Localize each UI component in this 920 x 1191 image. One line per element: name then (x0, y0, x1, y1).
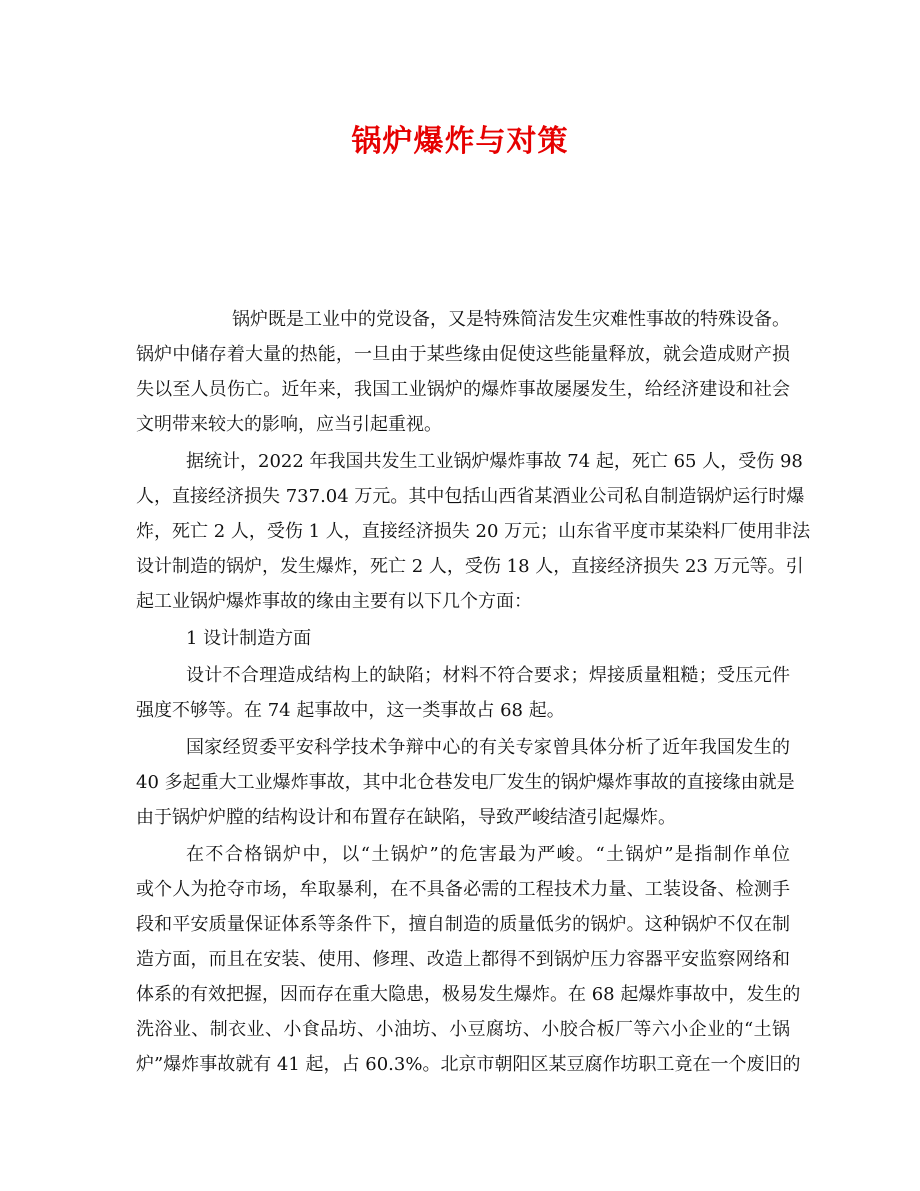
section-heading (136, 621, 790, 656)
paragraph-expert-analysis (136, 730, 795, 835)
paragraph-intro (136, 302, 790, 442)
paragraph-design-defects (136, 658, 790, 728)
text-line: 强度不够等。在 74 起事故中，这一类事故占 68 起。 (136, 700, 565, 721)
paragraph-statistics (136, 444, 811, 619)
text-line: 段和平安质量保证体系等条件下，擅自制造的质量低劣的锅炉。这种锅炉不仅在制 (136, 914, 790, 935)
text-line: 在不合格锅炉中，以“土锅炉”的危害最为严峻。“土锅炉”是指制作单位 (186, 844, 790, 865)
text-line: 洗浴业、制衣业、小食品坊、小油坊、小豆腐坊、小胶合板厂等六小企业的“土锅 (136, 1019, 790, 1040)
document-body (136, 302, 811, 1084)
text-line: 炉”爆炸事故就有 41 起，占 60.3%。北京市朝阳区某豆腐作坊职工竟在一个废旧的 (136, 1054, 801, 1075)
text-line: 人，直接经济损失 737.04 万元。其中包括山西省某酒业公司私自制造锅炉运行时爆 (136, 486, 805, 507)
paragraph-substandard-boilers (136, 837, 801, 1082)
text-line: 设计制造的锅炉，发生爆炸，死亡 2 人，受伤 18 人，直接经济损失 23 万元等。引 (136, 556, 804, 577)
text-line: 起工业锅炉爆炸事故的缘由主要有以下几个方面： (136, 591, 532, 612)
text-line: 失以至人员伤亡。近年来，我国工业锅炉的爆炸事故屡屡发生，给经济建设和社会 (136, 379, 790, 400)
text-line: 或个人为抢夺市场，牟取暴利，在不具备必需的工程技术力量、工装设备、检测手 (136, 879, 790, 900)
text-line: 造方面，而且在安装、使用、修理、改造上都得不到锅炉压力容器平安监察网络和 (136, 949, 790, 970)
text-line: 文明带来较大的影响，应当引起重视。 (136, 414, 442, 435)
document-title: 锅炉爆炸与对策 (351, 124, 569, 159)
heading-design-manufacturing: 1 设计制造方面 (186, 628, 312, 649)
text-line: 体系的有效把握，因而存在重大隐患，极易发生爆炸。在 68 起爆炸事故中，发生的 (136, 984, 801, 1005)
text-line: 设计不合理造成结构上的缺陷；材料不符合要求；焊接质量粗糙；受压元件 (186, 665, 790, 686)
text-line: 锅炉既是工业中的党设备，又是特殊简洁发生灾难性事故的特殊设备。 (232, 309, 790, 330)
text-line: 由于锅炉炉膛的结构设计和布置存在缺陷，导致严峻结渣引起爆炸。 (136, 807, 676, 828)
text-line: 40 多起重大工业爆炸事故，其中北仓巷发电厂发生的锅炉爆炸事故的直接缘由就是 (136, 772, 795, 793)
text-line: 锅炉中储存着大量的热能，一旦由于某些缘由促使这些能量释放，就会造成财产损 (136, 344, 790, 365)
text-line: 据统计，2022 年我国共发生工业锅炉爆炸事故 74 起，死亡 65 人，受伤 98 (186, 451, 803, 472)
text-line: 国家经贸委平安科学技术争辩中心的有关专家曾具体分析了近年我国发生的 (186, 737, 790, 758)
text-line: 炸，死亡 2 人，受伤 1 人，直接经济损失 20 万元；山东省平度市某染料厂使用非法 (136, 521, 811, 542)
